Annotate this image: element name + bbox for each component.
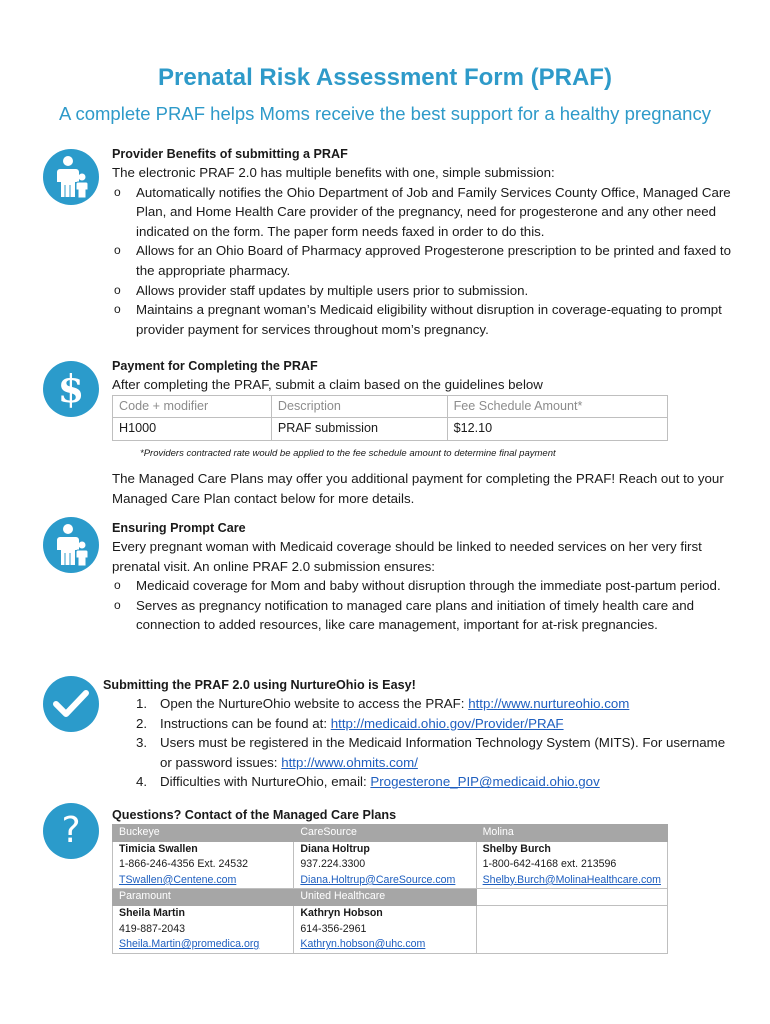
submitting-section (103, 676, 733, 792)
contact-cell (113, 905, 294, 953)
section-heading: Submitting the PRAF 2.0 using NurtureOhio is Easy! (103, 678, 416, 692)
plan-name: United Healthcare (294, 889, 476, 906)
step-number: 2. (136, 715, 148, 731)
step-number: 3. (136, 735, 148, 751)
list-item (136, 714, 733, 734)
contact-name: Shelby Burch (482, 842, 551, 855)
contact-cell (113, 841, 294, 889)
contact-phone: 1-866-246-4356 Ext. 24532 (119, 858, 248, 871)
empty-cell (476, 889, 667, 906)
contact-name: Kathryn Hobson (300, 906, 383, 919)
benefits-list (112, 183, 732, 340)
mother-child-icon (43, 517, 99, 573)
list-item: o Medicaid coverage for Mom and baby without disruption through the immediate post-partum period. (112, 576, 732, 596)
section-intro: Every pregnant woman with Medicaid coverage should be linked to needed services on her very first prenatal visit. An online PRAF 2.0 submission ensures: (112, 539, 702, 574)
plan-name: Buckeye (113, 825, 294, 842)
table-cell: PRAF submission (271, 418, 447, 441)
steps-list (103, 694, 733, 792)
contact-phone: 1-800-642-4168 ext. 213596 (482, 858, 617, 871)
checkmark-icon (43, 676, 99, 732)
section-heading: Payment for Completing the PRAF (112, 359, 318, 373)
contacts-table (112, 824, 668, 954)
table-header: Description (271, 395, 447, 418)
page-subtitle: A complete PRAF helps Moms receive the best support for a healthy pregnancy (59, 103, 711, 124)
ohmits-link[interactable]: http://www.ohmits.com/ (281, 754, 418, 770)
contact-name: Sheila Martin (119, 906, 185, 919)
list-item: o Maintains a pregnant woman’s Medicaid eligibility without disruption in coverage-equating to prompt provider payment for services throughout mom’s pregnancy. (112, 300, 732, 339)
step-number: 4. (136, 774, 148, 790)
list-item (136, 694, 733, 714)
list-item: o Serves as pregnancy notification to managed care plans and initiation of timely health care and connection to added resources, like care management, important for at-risk pregnancies. (112, 596, 732, 635)
praf-instructions-link[interactable]: http://medicaid.ohio.gov/Provider/PRAF (330, 715, 564, 731)
empty-cell (476, 905, 667, 953)
section-heading: Ensuring Prompt Care (112, 521, 246, 535)
plan-name: Paramount (113, 889, 294, 906)
provider-benefits-section (112, 145, 732, 339)
contact-cell (294, 841, 476, 889)
support-email-link[interactable]: Progesterone_PIP@medicaid.ohio.gov (370, 774, 600, 790)
plan-name: Molina (476, 825, 667, 842)
question-mark-icon: ? (43, 803, 99, 859)
payment-note: The Managed Care Plans may offer you additional payment for completing the PRAF! Reach out to your Managed Care Plan contact below for more details. (112, 471, 724, 506)
list-item (136, 772, 733, 792)
prompt-care-list (112, 576, 732, 635)
step-text: Instructions can be found at: (160, 715, 331, 731)
nurtureohio-link[interactable]: http://www.nurtureohio.com (468, 696, 630, 711)
contact-phone: 419-887-2043 (119, 922, 185, 935)
mother-child-icon (43, 149, 99, 205)
table-cell: $12.10 (447, 418, 667, 441)
fee-table (112, 395, 668, 441)
fee-footnote: *Providers contracted rate would be applied to the fee schedule amount to determine final payment (140, 447, 556, 459)
step-number: 1. (136, 696, 148, 711)
table-header: Fee Schedule Amount* (447, 395, 667, 418)
table-header: Code + modifier (113, 395, 272, 418)
contact-phone: 614-356-2961 (300, 922, 367, 935)
step-text: Users must be registered in the Medicaid Information Technology System (MITS). For username or password issues: (160, 735, 726, 770)
page-title: Prenatal Risk Assessment Form (PRAF) (158, 64, 612, 91)
contact-email[interactable]: Sheila.Martin@promedica.org (119, 938, 260, 951)
contact-phone: 937.224.3300 (300, 858, 366, 871)
dollar-icon: $ (43, 361, 99, 417)
contact-email[interactable]: TSwallen@Centene.com (119, 873, 237, 886)
contact-name: Timicia Swallen (119, 842, 198, 855)
list-item: o Automatically notifies the Ohio Department of Job and Family Services County Office, Managed Care Plan, and Home Health Care provider of the pregnancy, need for progesterone and any other need indicated on the form. The paper form needs faxed in order to do this. (112, 183, 732, 242)
contact-email[interactable]: Shelby.Burch@MolinaHealthcare.com (482, 873, 661, 886)
section-intro: The electronic PRAF 2.0 has multiple benefits with one, simple submission: (112, 165, 555, 180)
step-text: Open the NurtureOhio website to access the PRAF: (160, 696, 469, 711)
contact-cell (476, 841, 667, 889)
section-heading: Questions? Contact of the Managed Care Plans (112, 808, 397, 822)
step-text: Difficulties with NurtureOhio, email: (160, 774, 371, 790)
questions-section (112, 806, 732, 954)
section-heading: Provider Benefits of submitting a PRAF (112, 147, 348, 161)
list-item: o Allows provider staff updates by multiple users prior to submission. (112, 281, 732, 301)
section-intro: After completing the PRAF, submit a claim based on the guidelines below (112, 377, 543, 392)
prompt-care-section (112, 519, 732, 635)
list-item (136, 733, 733, 772)
plan-name: CareSource (294, 825, 476, 842)
contact-email[interactable]: Diana.Holtrup@CareSource.com (300, 873, 456, 886)
list-item: o Allows for an Ohio Board of Pharmacy approved Progesterone prescription to be printed and faxed to the appropriate pharmacy. (112, 241, 732, 280)
contact-name: Diana Holtrup (300, 842, 370, 855)
contact-cell (294, 905, 476, 953)
table-cell: H1000 (113, 418, 272, 441)
contact-email[interactable]: Kathryn.hobson@uhc.com (300, 938, 426, 951)
payment-section (112, 357, 732, 509)
